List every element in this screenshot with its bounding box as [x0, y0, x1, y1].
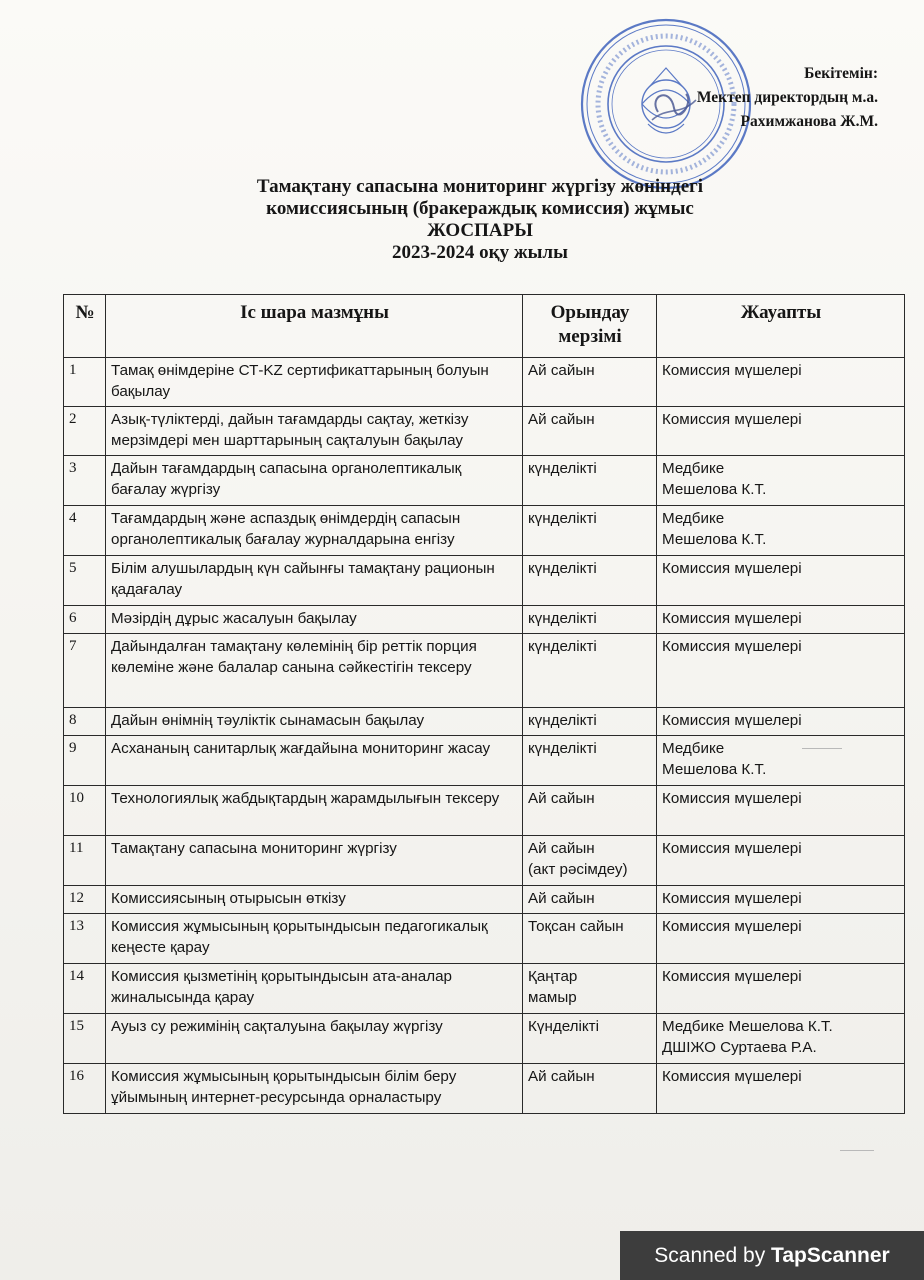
- row-number: 11: [64, 836, 106, 886]
- title-line-2: комиссиясының (бракераждық комиссия) жұмыс: [266, 198, 694, 219]
- row-due: Ай сайын: [523, 886, 657, 914]
- approval-position: Мектеп директордың м.а.: [696, 89, 878, 106]
- row-due: күнделікті: [523, 556, 657, 606]
- table-body: [64, 358, 905, 1114]
- table-header-row: [64, 295, 905, 358]
- row-content: Дайын өнімнің тәуліктік сынамасын бақылау: [106, 708, 523, 736]
- table-row: [64, 358, 905, 407]
- row-number: 5: [64, 556, 106, 606]
- title-line-1: Тамақтану сапасына мониторинг жүргізу жөніндегі: [256, 176, 704, 197]
- row-number: 3: [64, 456, 106, 506]
- table-row: [64, 836, 905, 886]
- table-row: [64, 1014, 905, 1064]
- row-number: 14: [64, 964, 106, 1014]
- scan-artifact: [840, 1150, 874, 1151]
- table-row: [64, 964, 905, 1014]
- row-number: 2: [64, 407, 106, 456]
- row-content: Мәзірдің дұрыс жасалуын бақылау: [106, 606, 523, 634]
- row-content: Комиссия жұмысының қорытындысын педагогикалық кеңесте қарау: [106, 914, 523, 964]
- table-row: [64, 736, 905, 786]
- row-due: күнделікті: [523, 606, 657, 634]
- table-row: [64, 886, 905, 914]
- table-row: [64, 634, 905, 708]
- approval-signatory: Рахимжанова Ж.М.: [740, 113, 878, 130]
- row-due: Қаңтар мамыр: [523, 964, 657, 1014]
- row-responsible: Комиссия мүшелері: [657, 786, 905, 836]
- row-content: Асхананың санитарлық жағдайына мониторинг жасау: [106, 736, 523, 786]
- title-line-4: 2023-2024 оқу жылы: [392, 242, 568, 263]
- row-due: күнделікті: [523, 506, 657, 556]
- row-content: Тамақ өнімдеріне СТ-KZ сертификаттарының болуын бақылау: [106, 358, 523, 407]
- row-content: Дайын тағамдардың сапасына органолептикалық бағалау жүргізу: [106, 456, 523, 506]
- row-responsible: Медбике Мешелова К.Т.: [657, 736, 905, 786]
- row-due: Ай сайын: [523, 358, 657, 407]
- row-responsible: Комиссия мүшелері: [657, 556, 905, 606]
- row-due: Ай сайын: [523, 1064, 657, 1114]
- table-row: [64, 708, 905, 736]
- row-content: Дайындалған тамақтану көлемінің бір реттік порция көлеміне және балалар санына сәйкестігін тексеру: [106, 634, 523, 708]
- row-due: Ай сайын (акт рәсімдеу): [523, 836, 657, 886]
- row-responsible: Комиссия мүшелері: [657, 914, 905, 964]
- row-content: Білім алушылардың күн сайынғы тамақтану рационын қадағалау: [106, 556, 523, 606]
- row-number: 6: [64, 606, 106, 634]
- table-row: [64, 786, 905, 836]
- row-due: Тоқсан сайын: [523, 914, 657, 964]
- header-responsible: Жауапты: [657, 295, 905, 358]
- table-row: [64, 456, 905, 506]
- table-row: [64, 1064, 905, 1114]
- row-due: күнделікті: [523, 736, 657, 786]
- row-content: Технологиялық жабдықтардың жарамдылығын тексеру: [106, 786, 523, 836]
- row-due: күнделікті: [523, 456, 657, 506]
- table-row: [64, 506, 905, 556]
- row-responsible: Комиссия мүшелері: [657, 1064, 905, 1114]
- scan-artifact: [802, 748, 842, 749]
- document-title: [70, 176, 890, 264]
- row-content: Комиссия жұмысының қорытындысын білім беру ұйымының интернет-ресурсында орналастыру: [106, 1064, 523, 1114]
- scanner-watermark: [620, 1231, 924, 1280]
- row-content: Тағамдардың және аспаздық өнімдердің сапасын органолептикалық бағалау журналдарына енгізу: [106, 506, 523, 556]
- row-number: 1: [64, 358, 106, 407]
- row-number: 12: [64, 886, 106, 914]
- row-due: күнделікті: [523, 708, 657, 736]
- row-due: Ай сайын: [523, 407, 657, 456]
- row-number: 4: [64, 506, 106, 556]
- row-responsible: Комиссия мүшелері: [657, 634, 905, 708]
- row-number: 15: [64, 1014, 106, 1064]
- table-row: [64, 407, 905, 456]
- row-content: Ауыз су режимінің сақталуына бақылау жүргізу: [106, 1014, 523, 1064]
- approval-block: [697, 62, 878, 134]
- header-content: Іс шара мазмұны: [106, 295, 523, 358]
- row-content: Комиссия қызметінің қорытындысын ата-аналар жиналысында қарау: [106, 964, 523, 1014]
- row-number: 13: [64, 914, 106, 964]
- row-due: күнделікті: [523, 634, 657, 708]
- row-number: 10: [64, 786, 106, 836]
- row-responsible: Комиссия мүшелері: [657, 358, 905, 407]
- row-responsible: Комиссия мүшелері: [657, 708, 905, 736]
- row-number: 16: [64, 1064, 106, 1114]
- row-responsible: Комиссия мүшелері: [657, 606, 905, 634]
- header-number: №: [64, 295, 106, 358]
- row-number: 8: [64, 708, 106, 736]
- row-content: Тамақтану сапасына мониторинг жүргізу: [106, 836, 523, 886]
- row-responsible: Медбике Мешелова К.Т.: [657, 456, 905, 506]
- row-responsible: Комиссия мүшелері: [657, 836, 905, 886]
- watermark-brand: TapScanner: [771, 1244, 890, 1267]
- row-responsible: Медбике Мешелова К.Т. ДШІЖО Суртаева Р.А.: [657, 1014, 905, 1064]
- row-content: Азық-түліктерді, дайын тағамдарды сақтау, жеткізу мерзімдері мен шарттарының сақталуын бақылау: [106, 407, 523, 456]
- row-responsible: Комиссия мүшелері: [657, 964, 905, 1014]
- table-row: [64, 914, 905, 964]
- header-due: Орындау мерзімі: [523, 295, 657, 358]
- table-row: [64, 556, 905, 606]
- title-line-3: ЖОСПАРЫ: [427, 220, 533, 241]
- plan-table: [63, 294, 905, 1114]
- watermark-prefix: Scanned by: [654, 1244, 772, 1267]
- table-row: [64, 606, 905, 634]
- row-responsible: Медбике Мешелова К.Т.: [657, 506, 905, 556]
- row-number: 7: [64, 634, 106, 708]
- row-responsible: Комиссия мүшелері: [657, 407, 905, 456]
- approval-heading: Бекітемін:: [804, 65, 878, 82]
- row-responsible: Комиссия мүшелері: [657, 886, 905, 914]
- row-content: Комиссиясының отырысын өткізу: [106, 886, 523, 914]
- row-number: 9: [64, 736, 106, 786]
- row-due: Күнделікті: [523, 1014, 657, 1064]
- row-due: Ай сайын: [523, 786, 657, 836]
